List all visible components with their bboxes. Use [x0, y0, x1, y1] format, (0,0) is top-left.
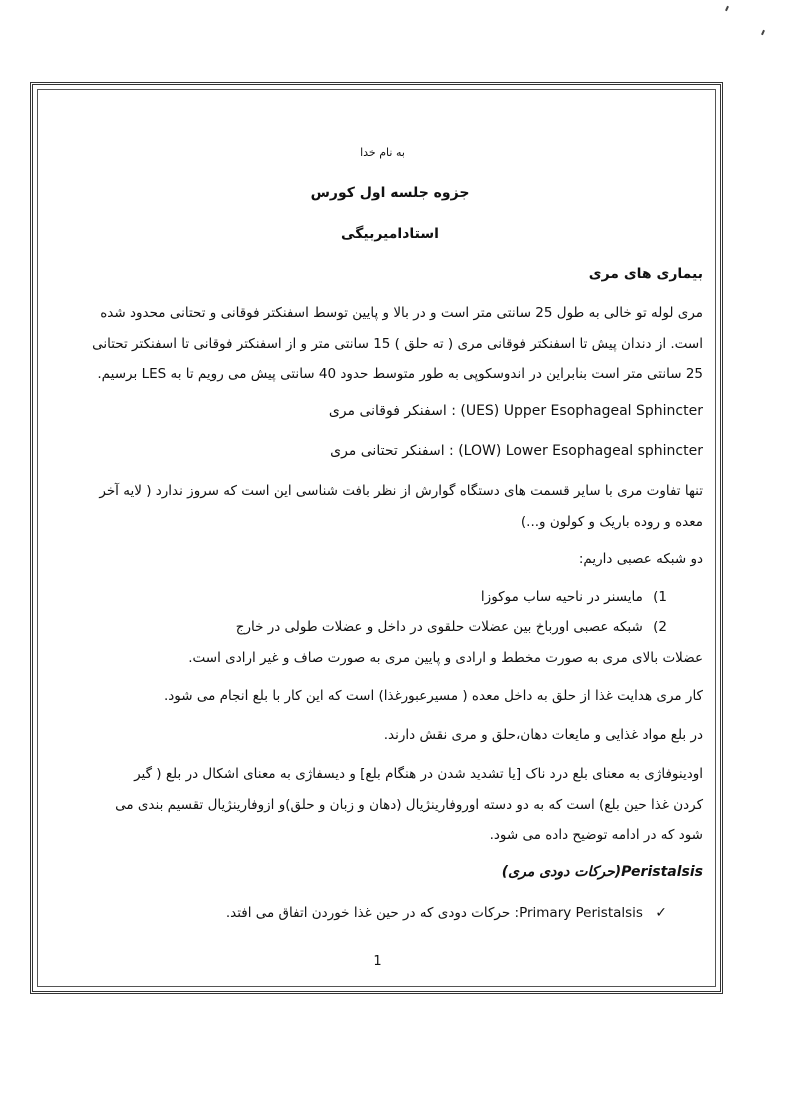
- peristalsis-persian: (حرکات دودی مری): [501, 864, 622, 880]
- document-title: جزوه جلسه اول کورس: [310, 185, 470, 201]
- list-item-number: 2): [653, 619, 667, 635]
- networks-intro: دو شبکه عصبی داریم:: [578, 551, 703, 567]
- peristalsis-english: Peristalsis: [621, 864, 703, 880]
- list-item-number: 1): [653, 589, 667, 605]
- instructor-name: استادامیربیگی: [341, 226, 439, 242]
- paragraph-line: 25 سانتی متر است بنابراین در اندوسکوپی به طور متوسط حدود 40 سانتی پیش می رویم تا به LES برسیم.: [97, 366, 703, 382]
- page-border: [30, 82, 723, 994]
- paragraph-line: است. از دندان پیش تا اسفنکتر فوقانی مری ( ته حلق ) 15 سانتی متر و از اسفنکتر فوقانی تا اسفنکتر تحتانی: [92, 336, 703, 352]
- paragraph-line: کار مری هدایت غذا از حلق به داخل معده ( مسیرعبورغذا) است که این کار با بلع انجام می شود.: [163, 688, 703, 704]
- list-item: [92, 617, 667, 637]
- page-number: 1: [373, 954, 382, 969]
- paragraph-line: معده و روده باریک و کولون و...): [520, 514, 703, 530]
- sphincter-upper-persian: اسفنکر فوقانی مری: [328, 403, 447, 419]
- section-heading: بیماری های مری: [588, 266, 703, 282]
- primary-peristalsis-item: [92, 903, 667, 923]
- sphincter-lower-english: Lower Esophageal sphincter: [505, 443, 703, 459]
- checkmark-icon: ✓: [655, 905, 667, 921]
- sphincter-lower-persian: اسفنکر تحتانی مری: [330, 443, 445, 459]
- sphincter-upper-english: Upper Esophageal Sphincter: [503, 403, 703, 419]
- paragraph-line: کردن غذا حین بلع) است که به دو دسته اوروفارینژیال (دهان و زبان و حلق)و ازوفارینژیال تقسیم بندی می: [115, 797, 703, 813]
- paragraph-line: تنها تفاوت مری با سایر قسمت های دستگاه گوارش از نظر بافت شناسی این است که سروز ندارد ( لایه آخر: [99, 483, 703, 499]
- primary-peristalsis-english: Primary Peristalsis: [519, 905, 643, 921]
- list-item-text: مایسنر در ناحیه ساب موکوزا: [480, 589, 643, 605]
- primary-peristalsis-text: : حرکات دودی که در حین غذا خوردن اتفاق می افتد.: [225, 905, 520, 921]
- sphincter-upper: (UES) Upper Esophageal Sphincter : اسفنکر فوقانی مری: [328, 403, 703, 419]
- paragraph-line: در بلع مواد غذایی و مایعات دهان،حلق و مری نقش دارند.: [383, 727, 703, 743]
- sphincter-lower: (LOW) Lower Esophageal sphincter : اسفنکر تحتانی مری: [330, 443, 703, 459]
- sphincter-lower-abbr: (LOW): [458, 443, 502, 459]
- basmala: به نام خدا: [360, 146, 405, 159]
- peristalsis-heading: [92, 862, 703, 882]
- list-item: [92, 587, 667, 607]
- paragraph-line: مری لوله تو خالی به طول 25 سانتی متر است و در بالا و پایین توسط اسفنکتر فوقانی و تحتانی محدود شده: [100, 305, 703, 321]
- paragraph-line: عضلات بالای مری به صورت مخطط و ارادی و پایین مری به صورت صاف و غیر ارادی است.: [188, 650, 703, 666]
- paragraph-line: اودینوفاژی به معنای بلع درد ناک [یا تشدید شدن در هنگام بلع] و دیسفاژی به معنای اشکال در بلع ( گیر: [134, 766, 703, 782]
- list-item-text: شبکه عصبی اورباخ بین عضلات حلقوی در داخل و عضلات طولی در خارج: [235, 619, 643, 635]
- paragraph-line: شود که در ادامه توضیح داده می شود.: [489, 827, 703, 843]
- sphincter-upper-abbr: (UES): [460, 403, 500, 419]
